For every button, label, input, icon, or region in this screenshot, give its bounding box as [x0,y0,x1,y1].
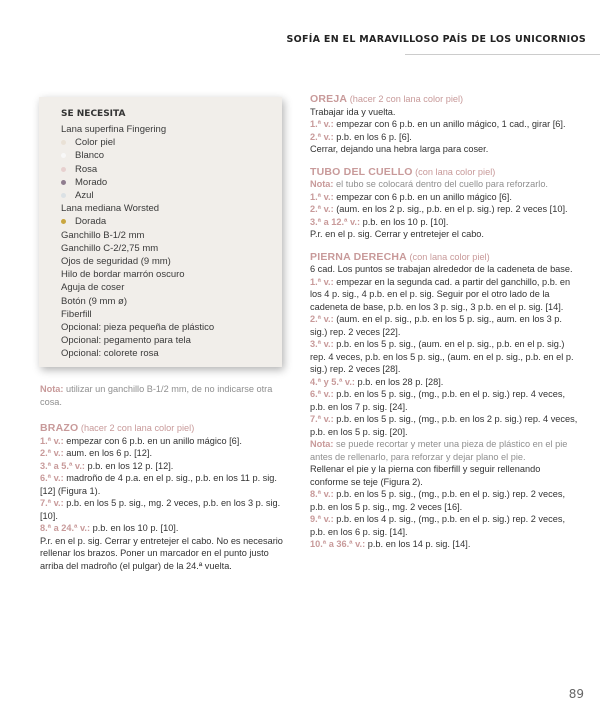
material-item: Opcional: pieza pequeña de plástico [61,322,215,334]
instruction-row [310,538,580,551]
round-text: p.b. en los 5 p. sig., (mg., p.b. en el p. sig.) rep. 2 veces, p.b. en los 5 p. sig., mg. 2 veces [16]. [310,489,565,512]
brazo-instructions [40,435,290,573]
round-text: p.b. en los 12 p. [12]. [84,460,174,471]
instruction-row [310,203,580,216]
material-item: Dorada [61,215,282,228]
instruction-row [310,118,580,131]
round-label: 1.ª v.: [40,435,64,446]
round-label: 2.ª v.: [310,204,334,214]
round-label: 9.ª v.: [310,514,334,524]
materials-box [39,97,282,367]
pierna-instructions-a [310,263,580,438]
instruction-row [40,535,290,573]
round-label: 6.ª v.: [40,473,64,483]
material-item: Blanco [61,149,282,162]
instruction-row [310,131,580,144]
round-text: Trabajar ida y vuelta. [310,106,396,117]
round-label: 3.ª a 5.ª v.: [40,460,85,471]
instruction-row [40,460,290,473]
material-item: Azul [61,189,282,202]
material-item: Opcional: pegamento para tela [61,335,191,347]
round-label: 2.ª v.: [310,131,334,142]
round-label: 10.ª a 36.ª v.: [310,539,366,549]
round-label: 3.ª v.: [310,339,334,349]
round-label: 4.ª y 5.ª v.: [310,376,355,387]
material-item: Ojos de seguridad (9 mm) [61,256,171,268]
hook-note [40,383,290,408]
round-label: 2.ª v.: [40,448,64,458]
material-item: Morado [61,176,282,189]
instruction-row [40,522,290,535]
round-label: 7.ª v.: [310,414,334,424]
round-text: (aum. en el p. sig., p.b. en los 5 p. sig., aum. en los 3 p. sig.) rep. 2 veces [22]. [310,314,562,337]
instruction-row [310,276,580,314]
materials-list [61,123,282,361]
pierna-instructions-b [310,488,580,551]
round-label: 2.ª v.: [310,314,334,324]
round-text: p.b. en los 10 p. [10]. [90,523,179,533]
material-item: Ganchillo B-1/2 mm [61,229,145,241]
round-text: p.b. en los 5 p. sig., (mg., p.b. en los 2 p. sig.) rep. 4 veces, p.b. en los 5 p. sig. [20]. [310,414,578,437]
round-text: p.b. en los 10 p. [10]. [360,216,449,227]
material-item: Aguja de coser [61,282,125,294]
round-text: empezar en la segunda cad. a partir del ganchillo, p.b. en los 4 p. sig., 4 p.b. en el p. sig. Seguir por el otro lado de la cadeneta de base, p.b. en los 3 p. sig., 3 p.b. en el p. sig. [14]. [310,276,571,312]
round-text: madroño de 4 p.a. en el p. sig., p.b. en los 11 p. sig. [12] (Figura 1). [40,473,277,496]
round-text: 6 cad. Los puntos se trabajan alrededor de la cadeneta de base. [310,264,573,274]
round-label: 8.ª a 24.ª v.: [40,523,91,533]
round-label: 1.ª v.: [310,276,334,287]
instruction-row [310,376,580,389]
pierna-note: Nota: se puede recortar y meter una pieza de plástico en el pie antes de rellenarlo, para reforzar y dejar plano el pie. [310,439,568,462]
material-item: Lana mediana Worsted [61,203,160,215]
instruction-row [310,106,580,119]
round-text: empezar con 6 p.b. en un anillo mágico [6]. [333,191,512,202]
instruction-row [40,447,290,460]
note-text: utilizar un ganchillo B-1/2 mm, de no indicarse otra cosa. [40,384,273,407]
materials-title: SE NECESITA [61,109,126,119]
right-column [310,93,580,551]
round-label: 7.ª v.: [40,498,64,508]
round-text: Cerrar, dejando una hebra larga para coser. [310,144,489,154]
color-swatch [61,167,66,172]
instruction-row [40,497,290,522]
round-label: 1.ª v.: [310,119,334,129]
instruction-row [310,313,580,338]
pierna-fill-text: Rellenar el pie y la pierna con fiberfill y seguir rellenando conforme se teje (Figura 2). [310,464,541,487]
round-label: 6.ª v.: [310,389,334,399]
color-swatch [61,219,66,224]
instruction-row [40,435,290,448]
material-item: Color piel [61,136,282,149]
section-title-oreja: OREJA (hacer 2 con lana color piel) [310,93,464,105]
round-label: 1.ª v.: [310,191,334,202]
section-title-tubo: TUBO DEL CUELLO (con lana color piel) [310,165,496,178]
note-label: Nota: [40,384,64,394]
instruction-row [310,191,580,204]
round-text: p.b. en los 5 p. sig., mg. 2 veces, p.b. en los 3 p. sig. [10]. [40,498,281,521]
color-swatch [61,193,66,198]
round-text: P.r. en el p. sig. Cerrar y entretejer el cabo. No es necesario rellenar los brazos. Poner un marcador en el punto justo arriba del madroño (el pulgar) de la 24.ª vuelta. [40,535,283,571]
round-text: (aum. en los 2 p. sig., p.b. en el p. sig.) rep. 2 veces [10]. [333,204,568,214]
round-text: p.b. en los 28 p. [28]. [354,376,444,387]
section-title-brazo: BRAZO (hacer 2 con lana color piel) [40,422,195,434]
round-text: p.b. en los 14 p. sig. [14]. [365,539,471,549]
round-text: p.b. en los 5 p. sig., (aum. en el p. sig., p.b. en el p. sig.) rep. 4 veces, p.b. en los 5 p. sig., (aum. en el p. sig., p.b. en el p. sig.) rep. 2 veces [28]. [310,339,574,374]
round-text: empezar con 6 p.b. en un anillo mágico [6]. [63,435,242,446]
material-item: Ganchillo C-2/2,75 mm [61,242,159,254]
instruction-row [310,388,580,413]
instruction-row [310,216,580,229]
instruction-row [40,472,290,497]
instruction-row [310,228,580,241]
instruction-row [310,488,580,513]
round-text: P.r. en el p. sig. Cerrar y entretejer el cabo. [310,229,484,239]
round-text: empezar con 6 p.b. en un anillo mágico, 1 cad., girar [6]. [333,119,566,129]
round-text: p.b. en los 6 p. [6]. [333,131,412,142]
page-number: 89 [568,687,584,701]
material-item: Fiberfill [61,308,92,320]
material-item: Lana superfina Fingering [61,124,167,135]
color-swatch [61,140,66,145]
color-swatch [61,153,66,158]
round-text: p.b. en los 5 p. sig., (mg., p.b. en el p. sig.) rep. 4 veces, p.b. en los 7 p. sig. [24]. [310,389,565,412]
instruction-row [310,413,580,438]
running-header: SOFÍA EN EL MARAVILLOSO PAÍS DE LOS UNICORNIOS [286,34,586,45]
header-rule [405,54,600,55]
material-item: Rosa [61,163,282,176]
instruction-row [310,143,580,156]
oreja-instructions [310,106,580,156]
section-title-pierna: PIERNA DERECHA (con lana color piel) [310,250,490,263]
tubo-note: Nota: el tubo se colocará dentro del cuello para reforzarlo. [310,179,548,189]
left-column [40,383,290,572]
round-text: p.b. en los 4 p. sig., (mg., p.b. en el p. sig.) rep. 2 veces, p.b. en los 6 p. sig. [14]. [310,514,565,537]
tubo-instructions [310,191,580,241]
material-item: Hilo de bordar marrón oscuro [61,269,185,281]
color-swatch [61,180,66,185]
instruction-row [310,263,580,276]
instruction-row [310,338,580,376]
round-text: aum. en los 6 p. [12]. [63,448,153,458]
material-item: Botón (9 mm ø) [61,295,127,307]
round-label: 3.ª a 12.ª v.: [310,216,361,227]
material-item: Opcional: colorete rosa [61,348,159,360]
round-label: 8.ª v.: [310,489,334,499]
instruction-row [310,513,580,538]
